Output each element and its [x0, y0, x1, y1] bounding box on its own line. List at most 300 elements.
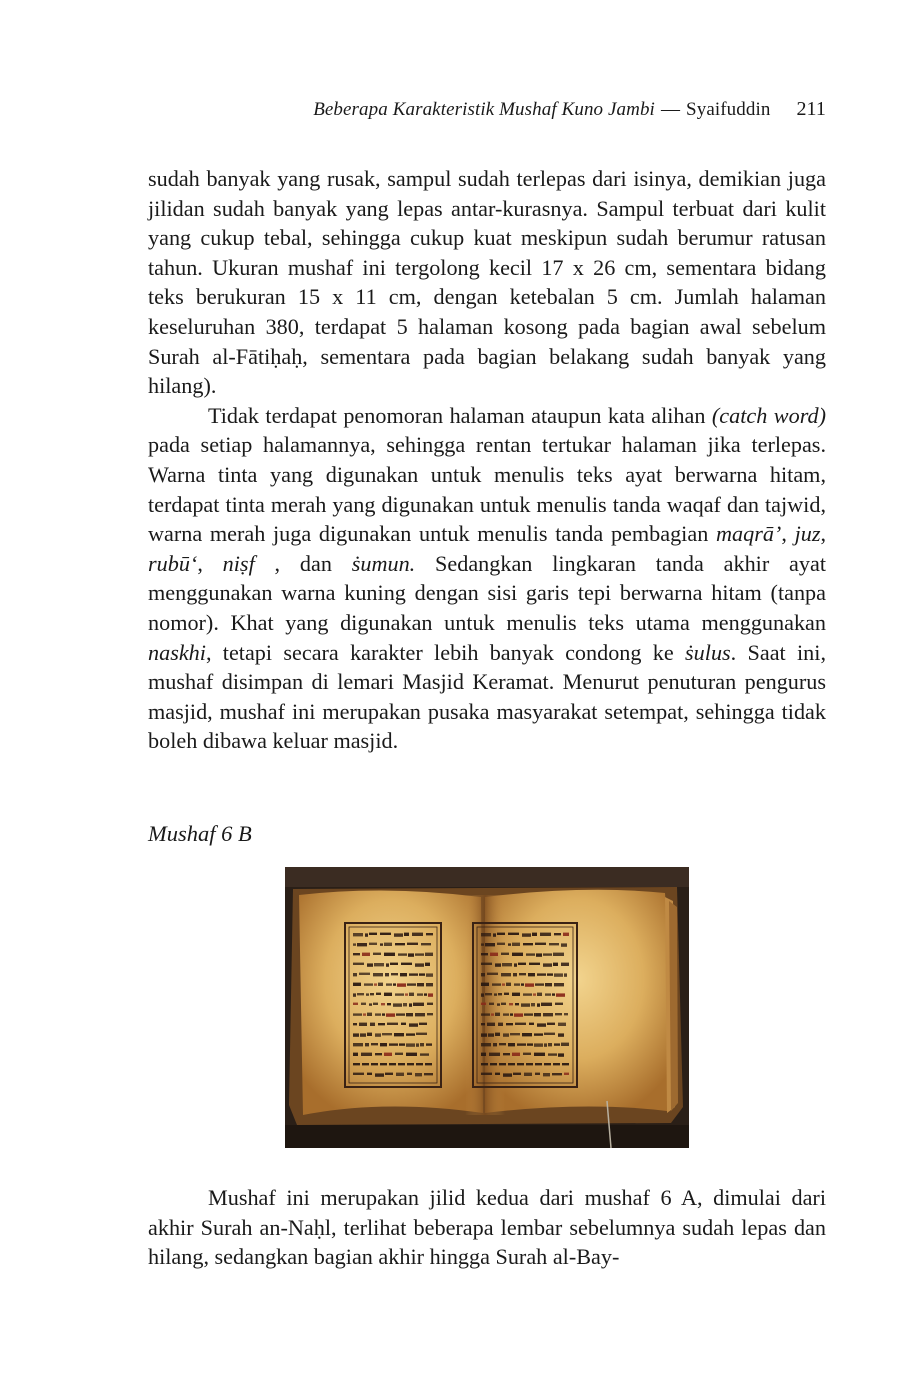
script-stroke	[408, 953, 414, 956]
script-stroke	[393, 983, 396, 985]
script-stroke	[564, 973, 567, 976]
script-stroke	[353, 983, 361, 986]
script-stroke	[552, 1073, 562, 1075]
script-stroke	[406, 1053, 417, 1056]
script-stroke	[407, 1073, 412, 1075]
script-stroke	[353, 1003, 358, 1005]
script-stroke	[563, 933, 569, 936]
script-stroke	[370, 1023, 375, 1026]
script-stroke	[415, 1073, 422, 1076]
script-stroke	[360, 1033, 366, 1036]
script-stroke	[487, 1023, 495, 1026]
script-stroke	[387, 1023, 398, 1025]
script-stroke	[537, 1023, 546, 1026]
script-stroke	[385, 1073, 393, 1075]
script-stroke	[548, 1053, 557, 1055]
script-stroke	[493, 1043, 497, 1046]
script-stroke	[562, 1063, 569, 1065]
script-stroke	[535, 943, 546, 945]
script-stroke	[522, 1033, 532, 1036]
manuscript-illustration	[285, 867, 689, 1148]
script-stroke	[515, 1023, 526, 1025]
running-header-author: Syaifuddin	[686, 99, 771, 120]
script-stroke	[407, 983, 416, 985]
script-stroke	[501, 1003, 506, 1005]
script-stroke	[407, 1063, 414, 1065]
script-stroke	[497, 933, 505, 935]
script-stroke	[371, 1063, 378, 1065]
script-stroke	[521, 1003, 530, 1006]
p2-text: . Saat ini, mushaf disimpan di lemari Masjid Keramat. Menurut penuturan pengurus masjid, mushaf ini merupakan pusaka masyarakat setempat, sehingga tidak boleh dibawa keluar masjid.	[148, 639, 826, 754]
script-stroke	[395, 943, 405, 945]
script-stroke	[353, 973, 357, 976]
script-stroke	[481, 973, 485, 976]
script-stroke	[416, 1063, 423, 1065]
script-stroke	[397, 983, 406, 986]
script-stroke	[481, 1023, 485, 1025]
term-juz: juz	[794, 521, 821, 547]
script-stroke	[481, 1033, 487, 1036]
script-stroke	[537, 1003, 540, 1006]
script-stroke	[556, 993, 565, 996]
script-stroke	[394, 933, 403, 936]
script-stroke	[364, 983, 373, 985]
script-stroke	[522, 933, 531, 936]
script-stroke	[508, 933, 519, 935]
script-stroke	[380, 1043, 387, 1046]
script-stroke	[544, 1033, 555, 1035]
script-stroke	[481, 933, 491, 936]
script-stroke	[365, 1043, 369, 1046]
script-stroke	[366, 993, 369, 995]
manuscript-photo	[285, 867, 689, 1148]
script-stroke	[382, 1013, 385, 1015]
script-stroke	[420, 1053, 429, 1055]
script-stroke	[428, 993, 433, 996]
script-stroke	[376, 993, 381, 995]
script-stroke	[512, 993, 520, 996]
script-stroke	[503, 1073, 512, 1076]
script-stroke	[512, 1053, 520, 1056]
script-stroke	[395, 993, 404, 995]
script-stroke	[359, 1023, 367, 1026]
left-page	[299, 890, 483, 1115]
script-stroke	[367, 963, 373, 966]
script-stroke	[497, 943, 505, 945]
script-stroke	[489, 1003, 494, 1005]
script-stroke	[396, 1073, 404, 1076]
paragraph-2	[148, 401, 826, 756]
script-stroke	[508, 1063, 515, 1065]
script-stroke	[506, 1023, 513, 1025]
script-stroke	[406, 1043, 415, 1046]
script-stroke	[558, 1023, 566, 1026]
script-stroke	[489, 1053, 500, 1056]
script-stroke	[481, 1043, 491, 1046]
script-stroke	[534, 1053, 545, 1056]
p2-text: , dan	[254, 550, 352, 576]
script-stroke	[481, 1063, 488, 1065]
script-stroke	[481, 1053, 486, 1056]
script-stroke	[481, 1013, 490, 1015]
script-stroke	[367, 1013, 372, 1016]
script-stroke	[384, 953, 395, 956]
script-stroke	[534, 1013, 541, 1016]
script-stroke	[544, 1063, 551, 1065]
script-stroke	[485, 943, 495, 946]
script-stroke	[357, 943, 367, 946]
script-stroke	[481, 983, 489, 986]
term-sulus: ṡulus	[685, 639, 731, 665]
script-stroke	[393, 1003, 402, 1006]
script-stroke	[491, 1013, 494, 1015]
script-stroke	[510, 1013, 513, 1015]
script-stroke	[426, 933, 433, 935]
script-stroke	[535, 983, 544, 985]
script-stroke	[405, 993, 408, 995]
script-stroke	[427, 1003, 433, 1005]
script-stroke	[416, 1043, 419, 1046]
term-nisf: niṣf	[222, 550, 255, 576]
script-stroke	[400, 973, 407, 976]
script-stroke	[419, 973, 425, 975]
section-heading: Mushaf 6 B	[148, 821, 252, 846]
script-stroke	[417, 983, 424, 986]
script-stroke	[508, 1043, 515, 1046]
script-stroke	[490, 953, 498, 956]
paragraph-1: sudah banyak yang rusak, sampul sudah terlepas dari isinya, demikian juga jilidan sudah banyak yang lepas antar-kurasnya. Sampul terbuat dari kulit yang cukup tebal, sehingga cukup kuat meskipun sudah berumur ratusan tahun. Ukuran mushaf ini tergolong kecil 17 x 26 cm, sementara bidang teks berukuran 15 x 11 cm, dengan ketebalan 5 cm. Jumlah halaman keseluruhan 380, terdapat 5 halaman kosong pada bagian awal sebelum Surah al-Fātiḥaḥ, sementara pada bagian belakang sudah banyak yang hilang).	[148, 166, 826, 399]
script-stroke	[535, 1063, 542, 1065]
page-number: 211	[796, 98, 826, 120]
script-stroke	[549, 943, 559, 945]
script-stroke	[353, 943, 356, 945]
script-stroke	[370, 993, 374, 995]
script-stroke	[498, 1023, 503, 1026]
script-stroke	[362, 953, 370, 956]
script-stroke	[353, 953, 360, 955]
script-stroke	[547, 973, 553, 975]
script-stroke	[378, 1023, 385, 1025]
script-stroke	[380, 1063, 387, 1065]
script-stroke	[365, 933, 368, 936]
script-stroke	[373, 973, 383, 976]
script-stroke	[488, 1033, 494, 1036]
script-stroke	[509, 1003, 513, 1005]
script-stroke	[415, 1013, 425, 1016]
script-stroke	[403, 1003, 407, 1006]
script-stroke	[353, 1013, 362, 1015]
script-stroke	[398, 1063, 405, 1065]
script-stroke	[534, 1033, 543, 1035]
script-stroke	[537, 993, 542, 996]
script-stroke	[547, 1023, 555, 1025]
script-stroke	[533, 993, 536, 995]
script-stroke	[389, 1043, 398, 1045]
script-stroke	[558, 1033, 564, 1036]
script-stroke	[424, 993, 427, 995]
script-stroke	[425, 1063, 432, 1065]
script-stroke	[528, 973, 535, 976]
body-text-bottom	[148, 1183, 826, 1272]
script-stroke	[529, 963, 540, 965]
script-stroke	[512, 953, 523, 956]
script-stroke	[390, 963, 398, 965]
script-stroke	[498, 993, 502, 995]
term-maqra: maqrā’	[715, 521, 782, 547]
script-stroke	[506, 983, 511, 986]
term-sumun: ṡumun.	[351, 550, 416, 576]
script-stroke	[353, 1033, 359, 1036]
script-stroke	[517, 1063, 524, 1065]
script-stroke	[521, 983, 524, 985]
script-stroke	[553, 953, 564, 956]
script-stroke	[494, 993, 497, 995]
script-stroke	[514, 1013, 523, 1016]
script-stroke	[499, 1063, 506, 1065]
script-stroke	[381, 1003, 385, 1005]
script-stroke	[535, 1073, 540, 1075]
term-rubu: rubū‘	[148, 550, 198, 576]
script-stroke	[409, 1023, 418, 1026]
script-stroke	[514, 983, 520, 985]
script-stroke	[510, 1033, 520, 1035]
script-stroke	[481, 963, 492, 965]
script-stroke	[523, 993, 532, 995]
script-stroke	[374, 983, 377, 985]
script-stroke	[384, 993, 392, 996]
script-stroke	[519, 973, 526, 975]
script-stroke	[384, 943, 392, 946]
script-stroke	[515, 1003, 519, 1005]
script-stroke	[375, 1073, 384, 1076]
term-catch-word: (catch word)	[711, 402, 826, 428]
script-stroke	[401, 963, 412, 965]
script-stroke	[540, 933, 551, 936]
script-stroke	[425, 963, 430, 966]
script-stroke	[426, 983, 433, 986]
script-stroke	[525, 983, 534, 986]
script-stroke	[409, 993, 414, 996]
script-stroke	[389, 1063, 396, 1065]
script-stroke	[514, 963, 517, 966]
script-stroke	[369, 943, 377, 945]
script-stroke	[394, 1033, 404, 1036]
script-stroke	[384, 1053, 392, 1056]
script-stroke	[564, 1073, 569, 1075]
script-stroke	[361, 1053, 372, 1056]
script-stroke	[502, 963, 512, 966]
script-stroke	[386, 983, 392, 985]
script-stroke	[353, 1043, 363, 1046]
script-stroke	[481, 993, 484, 996]
script-stroke	[426, 1043, 432, 1045]
script-stroke	[561, 943, 567, 946]
script-stroke	[401, 1023, 406, 1025]
script-stroke	[399, 1043, 405, 1045]
script-stroke	[487, 973, 498, 975]
script-stroke	[427, 1013, 433, 1015]
script-stroke	[561, 963, 569, 966]
script-stroke	[359, 973, 370, 975]
p2-text: Tidak terdapat penomoran halaman ataupun kata alihan	[208, 402, 712, 428]
script-stroke	[543, 953, 552, 955]
script-stroke	[553, 963, 558, 966]
script-stroke	[353, 993, 356, 996]
script-stroke	[554, 1043, 560, 1045]
script-stroke	[386, 963, 389, 966]
script-stroke	[495, 963, 501, 966]
paragraph-3: Mushaf ini merupakan jilid kedua dari mushaf 6 A, dimulai dari akhir Surah an-Naḥl, terlihat beberapa lembar sebelumnya sudah lepas dan hilang, sedangkan bagian akhir hingga Surah al-Bay-	[148, 1185, 826, 1270]
script-stroke	[481, 943, 484, 945]
script-stroke	[378, 983, 383, 986]
script-stroke	[534, 1043, 543, 1046]
script-stroke	[544, 1043, 547, 1046]
script-stroke	[523, 943, 533, 945]
script-stroke	[369, 1003, 372, 1005]
script-stroke	[404, 933, 409, 936]
p2-comma: ,	[820, 521, 827, 547]
script-stroke	[409, 1003, 412, 1006]
script-stroke	[492, 983, 501, 985]
script-stroke	[495, 1073, 500, 1075]
p2-text: Sedangkan lingkaran tanda akhir ayat menggunakan warna kuning dengan sisi garis tepi berwarna hitam (tanpa nomor). Khat yang digunakan untuk menulis teks utama menggunakan	[148, 550, 826, 635]
script-stroke	[545, 983, 552, 986]
script-stroke	[363, 1013, 366, 1015]
p2-text: , tetapi secara karakter lebih banyak condong ke	[205, 639, 686, 665]
script-stroke	[409, 973, 418, 975]
script-stroke	[421, 943, 431, 945]
script-stroke	[527, 1043, 533, 1045]
script-stroke	[553, 1063, 560, 1065]
script-stroke	[485, 993, 492, 995]
script-stroke	[526, 953, 535, 955]
script-stroke	[353, 933, 363, 936]
script-stroke	[554, 933, 561, 935]
script-stroke	[543, 963, 552, 966]
p2-comma: ,	[197, 550, 223, 576]
script-stroke	[416, 1033, 427, 1035]
script-stroke	[513, 973, 517, 976]
script-stroke	[398, 953, 407, 955]
script-stroke	[391, 973, 398, 975]
term-naskhi: naskhi	[148, 639, 206, 665]
script-stroke	[371, 1043, 378, 1045]
p2-comma: ,	[781, 521, 795, 547]
script-stroke	[499, 1043, 506, 1045]
script-stroke	[502, 983, 505, 985]
script-stroke	[481, 1003, 486, 1005]
script-stroke	[395, 1053, 403, 1055]
script-stroke	[495, 1013, 500, 1016]
script-stroke	[367, 1073, 372, 1075]
script-stroke	[552, 993, 555, 995]
script-stroke	[417, 993, 423, 995]
script-stroke	[536, 953, 542, 956]
script-stroke	[532, 933, 537, 936]
script-stroke	[501, 973, 511, 976]
script-stroke	[357, 993, 364, 995]
script-stroke	[407, 943, 418, 945]
script-stroke	[497, 1003, 500, 1005]
running-header	[148, 98, 826, 121]
script-stroke	[564, 1013, 568, 1015]
script-stroke	[380, 933, 391, 935]
script-stroke	[524, 1073, 532, 1076]
script-stroke	[353, 1053, 358, 1056]
script-stroke	[518, 963, 526, 965]
script-stroke	[543, 1073, 550, 1076]
script-stroke	[426, 973, 433, 976]
script-stroke	[375, 1053, 382, 1055]
script-stroke	[373, 953, 381, 955]
script-stroke	[386, 1013, 395, 1016]
script-stroke	[531, 1003, 535, 1006]
script-stroke	[419, 1023, 427, 1025]
script-stroke	[406, 1033, 415, 1035]
script-stroke	[424, 1073, 433, 1075]
script-stroke	[353, 1073, 364, 1075]
script-stroke	[541, 1003, 552, 1006]
script-stroke	[554, 983, 564, 986]
script-stroke	[425, 953, 433, 956]
script-stroke	[543, 1013, 553, 1016]
script-stroke	[526, 1063, 533, 1065]
script-stroke	[513, 1073, 521, 1075]
script-stroke	[415, 963, 424, 966]
script-stroke	[415, 953, 424, 955]
script-stroke	[504, 993, 509, 995]
script-stroke	[481, 1073, 492, 1075]
script-stroke	[503, 1033, 509, 1036]
body-text-top	[148, 164, 826, 756]
script-stroke	[373, 1003, 378, 1005]
script-stroke	[380, 943, 383, 945]
script-stroke	[523, 1053, 531, 1055]
script-stroke	[369, 933, 377, 935]
script-stroke	[353, 1063, 360, 1065]
script-stroke	[501, 953, 509, 955]
script-stroke	[396, 1013, 405, 1015]
script-stroke	[558, 1053, 564, 1056]
script-stroke	[529, 1023, 534, 1025]
script-stroke	[537, 973, 546, 975]
script-stroke	[493, 933, 496, 936]
script-stroke	[495, 1033, 500, 1036]
script-stroke	[508, 943, 511, 945]
script-stroke	[545, 993, 551, 995]
running-header-separator: —	[660, 99, 681, 120]
p2-text: pada setiap halamannya, sehingga rentan tertukar halaman jika terlepas. Warna tinta yang digunakan untuk menulis teks ayat berwarna hitam, terdapat tinta merah yang digunakan untuk menulis tanda waqaf dan tajwid, warna merah juga digunakan untuk menulis tanda pembagian	[148, 432, 826, 547]
script-stroke	[374, 963, 384, 966]
script-stroke	[412, 933, 423, 936]
script-stroke	[406, 1013, 413, 1016]
script-stroke	[512, 943, 520, 946]
script-stroke	[548, 1043, 552, 1046]
script-stroke	[367, 1033, 372, 1036]
script-stroke	[385, 973, 389, 976]
script-stroke	[420, 1043, 424, 1046]
script-stroke	[375, 1033, 381, 1036]
script-stroke	[353, 1023, 357, 1025]
script-stroke	[554, 973, 563, 976]
script-stroke	[382, 1033, 392, 1035]
script-stroke	[387, 1003, 391, 1005]
script-stroke	[555, 1013, 562, 1015]
script-stroke	[555, 1003, 563, 1005]
script-stroke	[490, 1063, 497, 1065]
script-stroke	[503, 1053, 510, 1055]
script-stroke	[561, 1043, 569, 1046]
